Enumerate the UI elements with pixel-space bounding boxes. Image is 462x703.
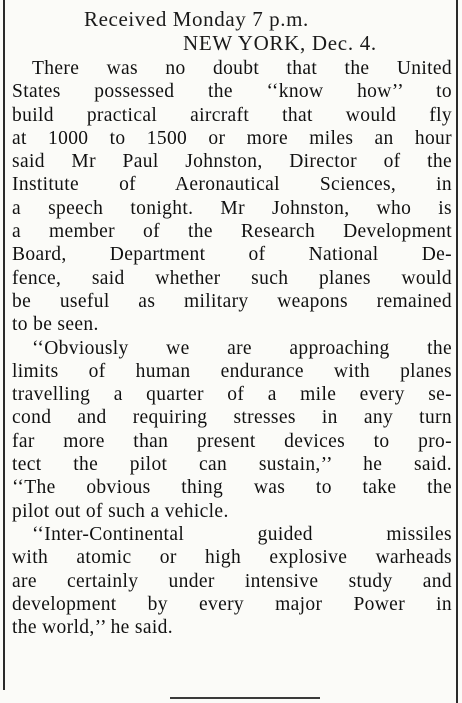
article-line: ‘‘Obviously we are approaching the xyxy=(32,337,452,359)
article-body xyxy=(12,57,452,639)
article-line: ‘‘The obvious thing was to take the xyxy=(12,477,452,499)
article-line: tect the pilot can sustain,’’ he said. xyxy=(12,454,452,476)
article-line: limits of human endurance with planes xyxy=(12,360,452,382)
article-line: said Mr Paul Johnston, Director of the xyxy=(12,151,452,173)
article-line: a member of the Research Development xyxy=(12,221,452,243)
article-line: fence, said whether such planes would xyxy=(12,267,452,289)
right-column-rule xyxy=(456,0,458,703)
article-line: are certainly under intensive study and xyxy=(12,570,452,592)
article-line: Institute of Aeronautical Sciences, in xyxy=(12,174,452,196)
article-line: far more than present devices to pro- xyxy=(12,430,452,452)
bottom-separator-rule xyxy=(170,697,320,699)
received-line: Received Monday 7 p.m. xyxy=(84,7,309,31)
article-line: There was no doubt that the United xyxy=(32,58,452,79)
article-line: with atomic or high explosive warheads xyxy=(12,547,452,569)
dateline-place-date: NEW YORK, Dec. 4. xyxy=(183,31,377,55)
article-line: the world,’’ he said. xyxy=(12,617,173,639)
article-line: build practical aircraft that would fly xyxy=(12,104,452,126)
article-line: ‘‘Inter-Continental guided missiles xyxy=(32,523,452,545)
article-line: development by every major Power in xyxy=(12,593,452,615)
article-line: Board, Department of National De- xyxy=(12,244,452,266)
article-line: States possessed the ‘‘know how’’ to xyxy=(12,81,452,103)
left-column-rule xyxy=(3,0,5,690)
article-line: a speech tonight. Mr Johnston, who is xyxy=(12,197,452,219)
article-line: cond and requiring stresses in any turn xyxy=(12,407,452,429)
article-line: pilot out of such a vehicle. xyxy=(12,500,229,522)
article-line: travelling a quarter of a mile every se- xyxy=(12,384,452,406)
article-line: be useful as military weapons remained xyxy=(12,290,452,312)
article-line: to be seen. xyxy=(12,314,99,336)
article-line: at 1000 to 1500 or more miles an hour xyxy=(12,127,452,149)
